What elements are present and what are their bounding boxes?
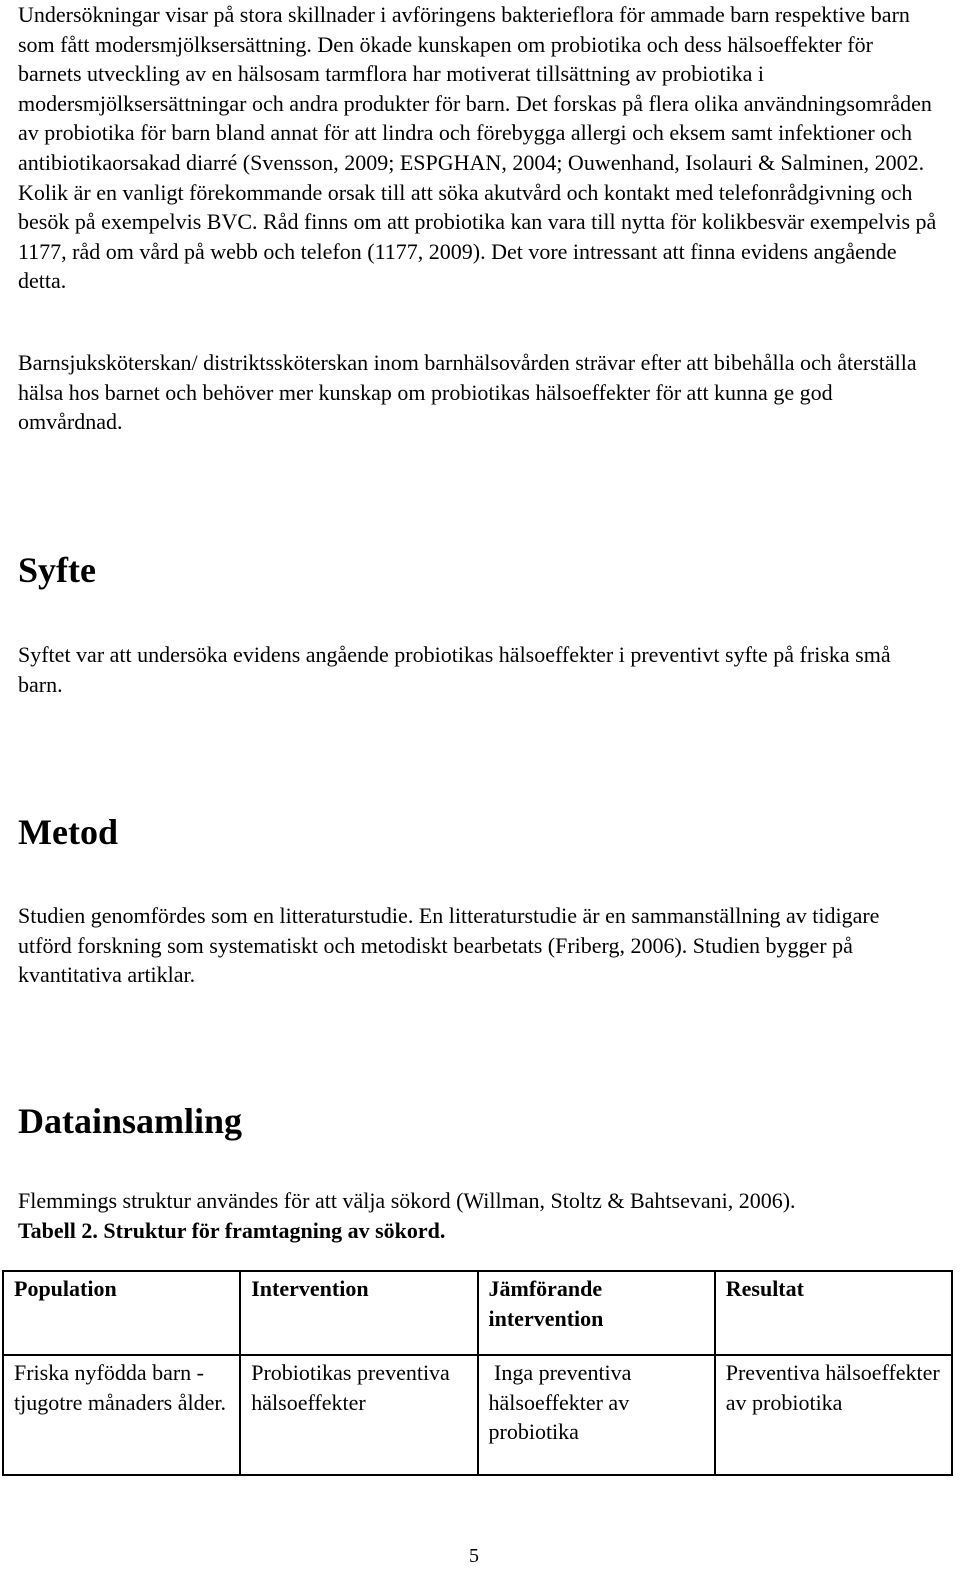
- table-header-cell: Population: [3, 1271, 240, 1355]
- table-header-cell: Intervention: [240, 1271, 477, 1355]
- table-cell: Probiotikas preventiva hälsoeffekter: [240, 1355, 477, 1475]
- page-number: 5: [469, 1545, 479, 1567]
- table-cell: Preventiva hälsoeffekter av probiotika: [715, 1355, 952, 1475]
- table-caption: Tabell 2. Struktur för framtagning av sökord.: [18, 1218, 446, 1243]
- table-cell: Friska nyfödda barn - tjugotre månaders ålder.: [3, 1355, 240, 1475]
- table-header-cell: Jämförande intervention: [478, 1271, 715, 1355]
- table-cell: Inga preventiva hälsoeffekter av probiotika: [478, 1355, 715, 1475]
- intro-paragraph-2: Barnsjuksköterskan/ distriktssköterskan inom barnhälsovården strävar efter att bibehålla och återställa hälsa hos barnet och behöver mer kunskap om probiotikas hälsoeffekter för att kunna ge god omvårdnad.: [18, 350, 917, 435]
- metod-paragraph: Studien genomfördes som en litteraturstudie. En litteraturstudie är en sammanställning av tidigare utförd forskning som systematiskt och metodiskt bearbetats (Friberg, 2006). Studien bygger på kvantitativa artiklar.: [18, 903, 880, 988]
- heading-datainsamling: Datainsamling: [18, 1101, 243, 1141]
- heading-syfte: Syfte: [18, 550, 96, 590]
- table-header-row: [3, 1271, 952, 1355]
- table-row: [3, 1355, 952, 1475]
- syfte-paragraph: Syftet var att undersöka evidens angående probiotikas hälsoeffekter i preventivt syfte på friska små barn.: [18, 642, 891, 697]
- intro-paragraph-1: Undersökningar visar på stora skillnader i avföringens bakterieflora för ammade barn respektive barn som fått modersmjölksersättning. Den ökade kunskapen om probiotika och dess hälsoeffekter för barnets utveckling av en hälsosam tarmflora har motiverat tillsättning av probiotika i modersmjölksersättningar och andra produkter för barn. Det forskas på flera olika användningsområden av probiotika för barn bland annat för att lindra och förebygga allergi och eksem samt infektioner och antibiotikaorsakad diarré (Svensson, 2009; ESPGHAN, 2004; Ouwenhand, Isolauri & Salminen, 2002. Kolik är en vanligt förekommande orsak till att söka akutvård och kontakt med telefonrådgivning och besök på exempelvis BVC. Råd finns om att probiotika kan vara till nytta för kolikbesvär exempelvis på 1177, råd om vård på webb och telefon (1177, 2009). Det vore intressant att finna evidens angående detta.: [18, 2, 937, 294]
- heading-metod: Metod: [18, 812, 118, 852]
- search-structure-table: [2, 1270, 953, 1476]
- datainsamling-paragraph: Flemmings struktur användes för att välja sökord (Willman, Stoltz & Bahtsevani, 2006).: [18, 1188, 796, 1213]
- table-header-cell: Resultat: [715, 1271, 952, 1355]
